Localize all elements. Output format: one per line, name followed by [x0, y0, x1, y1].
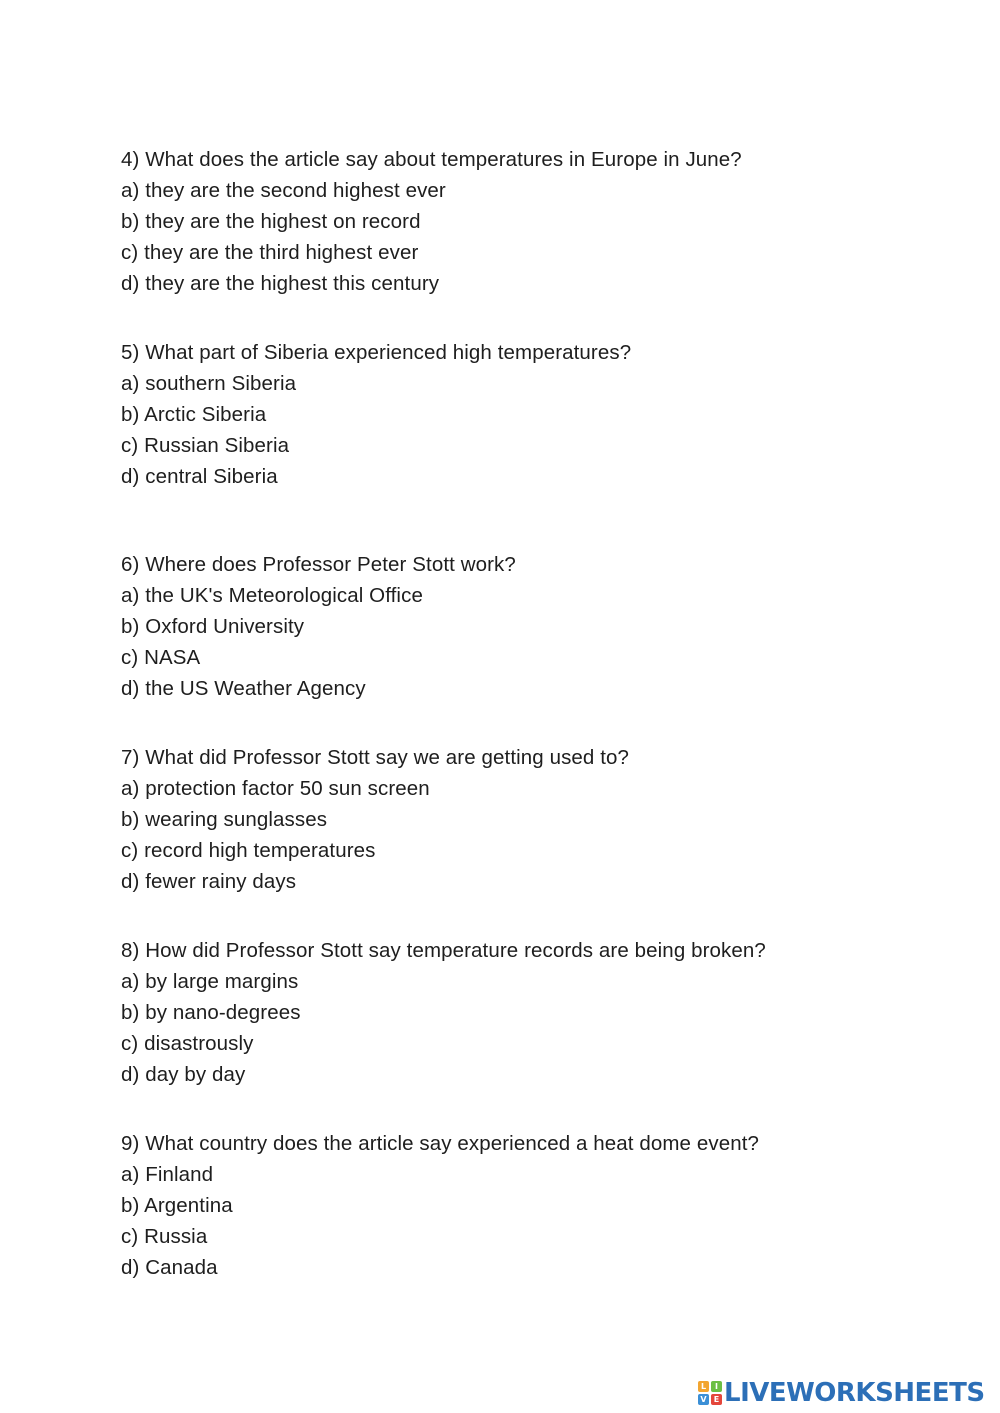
- answer-option-c: c) record high temperatures: [121, 839, 376, 862]
- answer-option-a: a) southern Siberia: [121, 372, 297, 395]
- logo-cell-i: I: [711, 1381, 722, 1392]
- answer-option-d: d) fewer rainy days: [121, 870, 297, 893]
- answer-option-a: a) protection factor 50 sun screen: [121, 777, 430, 800]
- answer-option-b: b) by nano-degrees: [121, 1001, 301, 1024]
- liveworksheets-logo[interactable]: [698, 1378, 994, 1408]
- answer-option-a: a) Finland: [121, 1163, 214, 1186]
- question-text: 4) What does the article say about temperatures in Europe in June?: [121, 148, 742, 171]
- question-block-4: [121, 144, 921, 299]
- question-block-5: [121, 337, 921, 492]
- liveworksheets-logo-icon: [698, 1381, 722, 1405]
- question-block-9: [121, 1128, 921, 1283]
- question-block-7: [121, 742, 921, 897]
- answer-option-c: c) Russia: [121, 1225, 208, 1248]
- answer-option-c: c) Russian Siberia: [121, 434, 290, 457]
- question-block-6: [121, 549, 921, 704]
- answer-option-b: b) Arctic Siberia: [121, 403, 267, 426]
- answer-option-c: c) they are the third highest ever: [121, 241, 419, 264]
- answer-option-a: a) the UK's Meteorological Office: [121, 584, 423, 607]
- answer-option-d: d) the US Weather Agency: [121, 677, 366, 700]
- question-text: 5) What part of Siberia experienced high temperatures?: [121, 341, 632, 364]
- answer-option-c: c) NASA: [121, 646, 201, 669]
- answer-option-d: d) day by day: [121, 1063, 246, 1086]
- answer-option-c: c) disastrously: [121, 1032, 254, 1055]
- logo-cell-e: E: [711, 1394, 722, 1405]
- brand-name: LIVEWORKSHEETS: [724, 1378, 985, 1408]
- question-block-8: [121, 935, 921, 1090]
- answer-option-d: d) they are the highest this century: [121, 272, 440, 295]
- logo-cell-v: V: [698, 1394, 709, 1405]
- answer-option-b: b) they are the highest on record: [121, 210, 421, 233]
- answer-option-a: a) by large margins: [121, 970, 299, 993]
- question-text: 9) What country does the article say experienced a heat dome event?: [121, 1132, 760, 1155]
- answer-option-b: b) wearing sunglasses: [121, 808, 328, 831]
- question-text: 8) How did Professor Stott say temperature records are being broken?: [121, 939, 766, 962]
- answer-option-b: b) Argentina: [121, 1194, 233, 1217]
- question-text: 6) Where does Professor Peter Stott work?: [121, 553, 516, 576]
- answer-option-a: a) they are the second highest ever: [121, 179, 446, 202]
- answer-option-b: b) Oxford University: [121, 615, 305, 638]
- answer-option-d: d) Canada: [121, 1256, 218, 1279]
- logo-cell-l: L: [698, 1381, 709, 1392]
- answer-option-d: d) central Siberia: [121, 465, 278, 488]
- question-text: 7) What did Professor Stott say we are getting used to?: [121, 746, 630, 769]
